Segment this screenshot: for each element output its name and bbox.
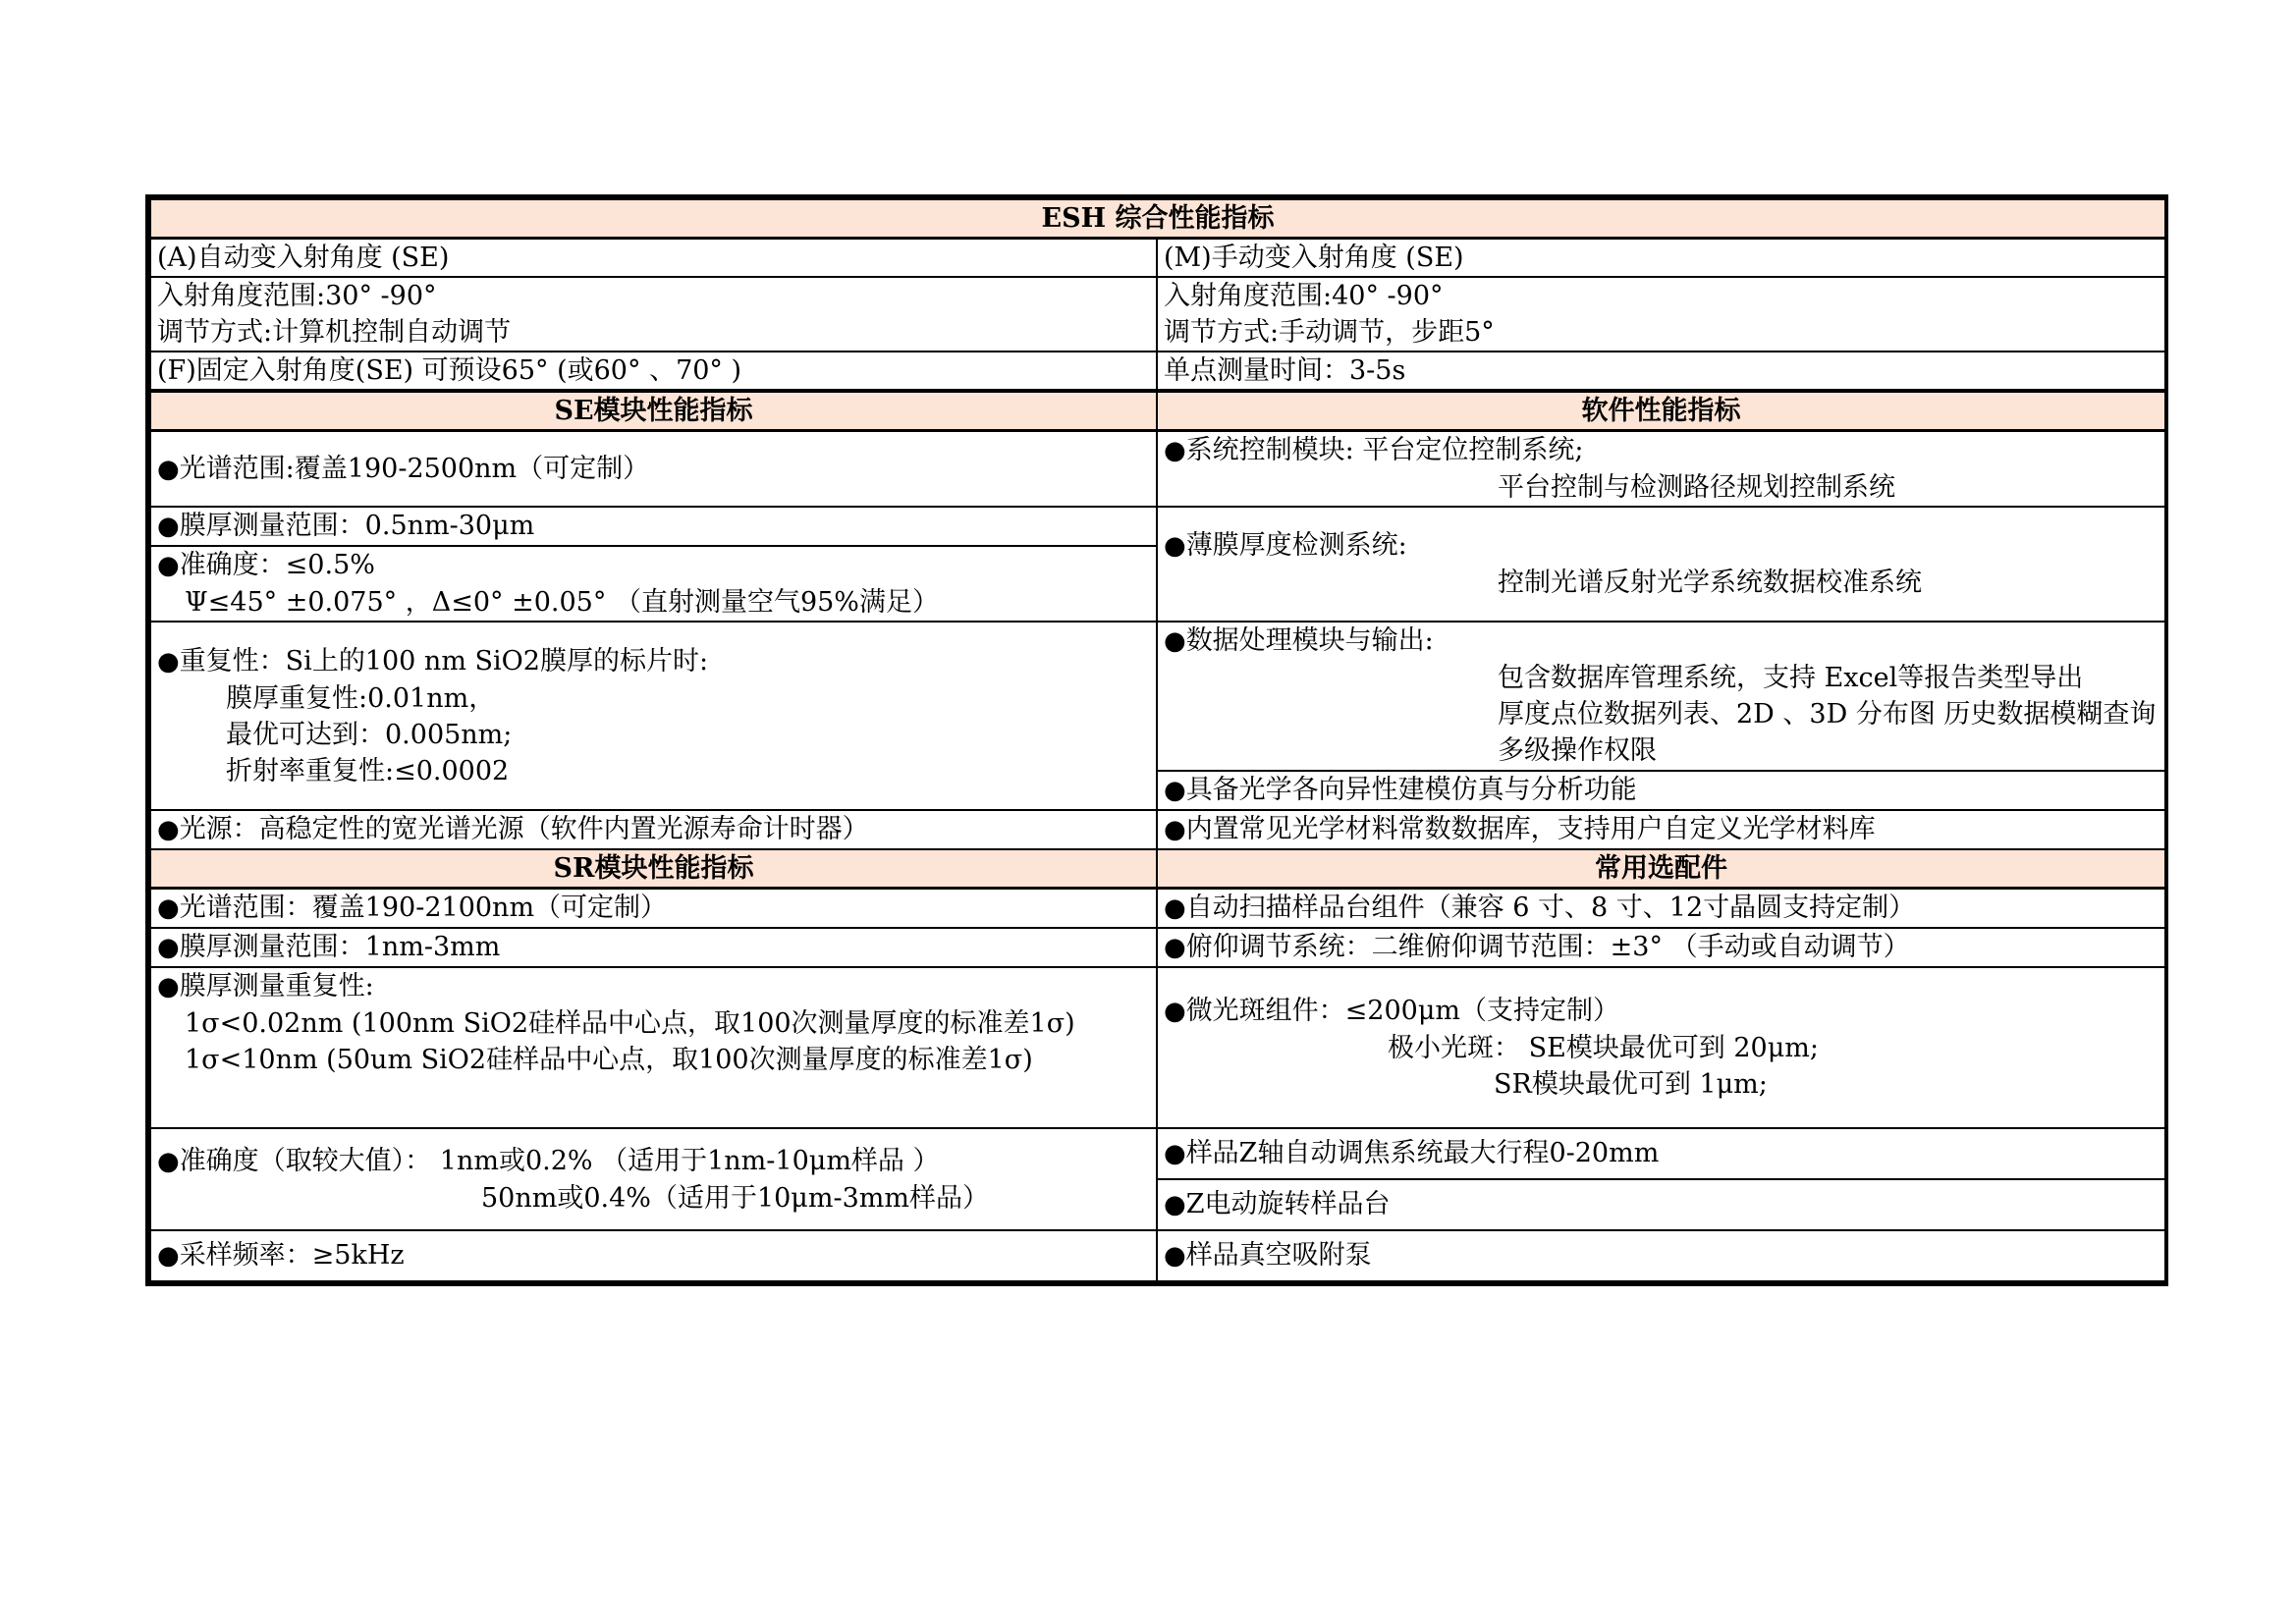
- bullet-icon: ●: [157, 815, 180, 844]
- options-header: 常用选配件: [1157, 849, 2165, 889]
- bullet-icon: ●: [1164, 933, 1186, 962]
- bullet-icon: ●: [157, 972, 180, 1001]
- bullet-icon: ●: [157, 1146, 180, 1176]
- bullet-icon: ●: [1164, 1190, 1186, 1219]
- sr-thickness-range: ●膜厚测量范围：1nm-3mm: [150, 928, 1157, 967]
- spec-sheet: [145, 194, 2168, 1286]
- bullet-icon: ●: [1164, 531, 1186, 561]
- table-title: ESH 综合性能指标: [150, 199, 2165, 239]
- fixed-angle: (F)固定入射角度(SE) 可预设65° (或60° 、70° ): [150, 352, 1157, 391]
- spec-table: [149, 198, 2166, 1282]
- sr-accuracy: ●准确度（取较大值）： 1nm或0.2% （适用于1nm-10μm样品 ） 50nm或0.4%（适用于10μm-3mm样品）: [150, 1128, 1157, 1230]
- auto-angle-range: 入射角度范围:30° -90°: [157, 281, 437, 311]
- bullet-icon: ●: [1164, 436, 1186, 465]
- se-module-header: SE模块性能指标: [150, 391, 1157, 431]
- bullet-icon: ●: [1164, 776, 1186, 805]
- se-thickness-range: ●膜厚测量范围：0.5nm-30μm: [150, 507, 1157, 546]
- software-header: 软件性能指标: [1157, 391, 2165, 431]
- auto-angle-title: (A)自动变入射角度 (SE): [150, 239, 1157, 278]
- se-repeatability: ●重复性：Si上的100 nm SiO2膜厚的标片时: 膜厚重复性:0.01nm， 最优可达到：0.005nm; 折射率重复性:≤0.0002: [150, 622, 1157, 810]
- opt-tilt: ●俯仰调节系统：二维俯仰调节范围：±3° （手动或自动调节）: [1157, 928, 2165, 967]
- sr-repeatability: ●膜厚测量重复性: 1σ<0.02nm (100nm SiO2硅样品中心点，取100次测量厚度的标准差1σ) 1σ<10nm (50um SiO2硅样品中心点，取100次测量厚度的标准差1σ): [150, 967, 1157, 1128]
- sr-spectrum: ●光谱范围：覆盖190-2100nm（可定制）: [150, 889, 1157, 929]
- sw-anisotropy: ●具备光学各向异性建模仿真与分析功能: [1157, 771, 2165, 810]
- bullet-icon: ●: [157, 646, 180, 677]
- opt-scan-stage: ●自动扫描样品台组件（兼容 6 寸、8 寸、12寸晶圆支持定制）: [1157, 889, 2165, 929]
- opt-micro-spot: ●微光斑组件：≤200μm（支持定制） 极小光斑： SE模块最优可到 20μm; SR模块最优可到 1μm;: [1157, 967, 2165, 1128]
- auto-angle-details: [150, 277, 1157, 352]
- opt-rotation: ●Z电动旋转样品台: [1157, 1179, 2165, 1230]
- single-point-time: 单点测量时间：3-5s: [1157, 352, 2165, 391]
- se-light-source: ●光源：高稳定性的宽光谱光源（软件内置光源寿命计时器）: [150, 810, 1157, 849]
- auto-angle-mode: 调节方式:计算机控制自动调节: [157, 317, 512, 348]
- sw-control-module: ●系统控制模块: 平台定位控制系统; 平台控制与检测路径规划控制系统: [1157, 431, 2165, 508]
- bullet-icon: ●: [157, 1241, 180, 1271]
- manual-angle-range: 入射角度范围:40° -90°: [1164, 281, 1444, 311]
- bullet-icon: ●: [1164, 626, 1186, 656]
- manual-angle-mode: 调节方式:手动调节，步距5°: [1164, 317, 1495, 348]
- opt-z-axis: ●样品Z轴自动调焦系统最大行程0-20mm: [1157, 1128, 2165, 1179]
- sr-module-header: SR模块性能指标: [150, 849, 1157, 889]
- bullet-icon: ●: [1164, 815, 1186, 844]
- bullet-icon: ●: [1164, 893, 1186, 923]
- bullet-icon: ●: [1164, 997, 1186, 1026]
- bullet-icon: ●: [157, 512, 180, 541]
- bullet-icon: ●: [1164, 1139, 1186, 1168]
- sw-data-processing: ●数据处理模块与输出: 包含数据库管理系统，支持 Excel等报告类型导出 厚度点位数据列表、2D 、3D 分布图 历史数据模糊查询 多级操作权限: [1157, 622, 2165, 771]
- se-spectrum: ●光谱范围:覆盖190-2500nm（可定制）: [150, 431, 1157, 508]
- bullet-icon: ●: [157, 893, 180, 923]
- manual-angle-title: (M)手动变入射角度 (SE): [1157, 239, 2165, 278]
- bullet-icon: ●: [157, 933, 180, 962]
- bullet-icon: ●: [157, 454, 180, 484]
- bullet-icon: ●: [1164, 1241, 1186, 1271]
- sw-material-db: ●内置常见光学材料常数数据库，支持用户自定义光学材料库: [1157, 810, 2165, 849]
- opt-vacuum: ●样品真空吸附泵: [1157, 1230, 2165, 1281]
- se-accuracy: ●准确度：≤0.5% Ψ≤45° ±0.075° ，Δ≤0° ±0.05° （直射测量空气95%满足）: [150, 546, 1157, 622]
- sw-film-detection: ●薄膜厚度检测系统: 控制光谱反射光学系统数据校准系统: [1157, 507, 2165, 622]
- sr-sampling: ●采样频率：≥5kHz: [150, 1230, 1157, 1281]
- bullet-icon: ●: [157, 551, 180, 580]
- manual-angle-details: [1157, 277, 2165, 352]
